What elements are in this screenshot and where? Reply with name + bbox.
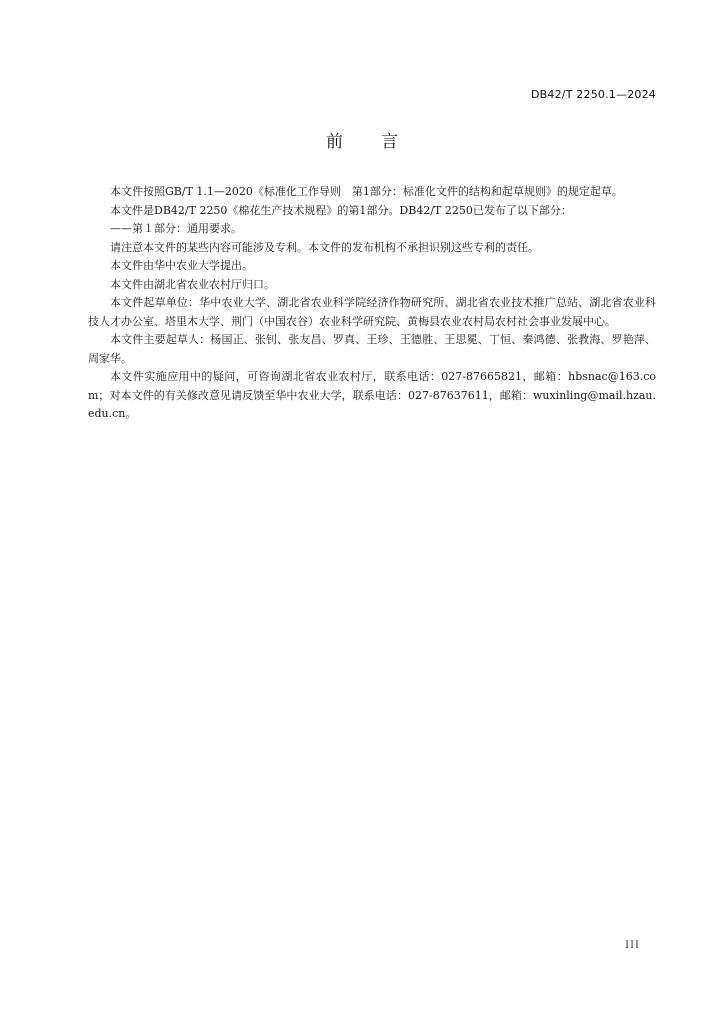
paragraph-patent-notice: 请注意本文件的某些内容可能涉及专利。本文件的发布机构不承担识别这些专利的责任。	[110, 240, 539, 254]
paragraph-centralized-unit: 本文件由湖北省农业农村厅归口。	[110, 277, 275, 291]
paragraph-proposer: 本文件由华中农业大学提出。	[110, 259, 253, 272]
paragraph-drafters: 本文件主要起草人：杨国正、张钊、张友昌、罗真、王珍、王德胜、王思冕、丁恒、秦鸿德、张教海、罗艳萍、周家华。	[88, 333, 656, 365]
paragraph-document-part: 本文件是DB42/T 2250《棉花生产技术规程》的第1部分。DB42/T 2250已发布了以下部分：	[110, 203, 572, 217]
document-code: DB42/T 2250.1—2024	[530, 88, 656, 101]
paragraph-drafting-rules: 本文件按照GB/T 1.1—2020《标准化工作导则 第1部分：标准化文件的结构和起草规则》的规定起草。	[110, 185, 623, 198]
foreword-body	[88, 183, 656, 424]
page-title: 前言	[326, 132, 436, 152]
paragraph-drafting-units: 本文件起草单位：华中农业大学、湖北省农业科学院经济作物研究所、湖北省农业技术推广总站、湖北省农业科技人才办公室、塔里木大学、荆门（中国农谷）农业科学研究院、黄梅县农业农村局农村社会事业发展中心。	[88, 296, 656, 328]
paragraph-part-list-item: ——第１部分：通用要求。	[110, 222, 242, 235]
page-number: III	[625, 940, 640, 951]
paragraph-contact-info: 本文件实施应用中的疑问，可咨询湖北省农业农村厅，联系电话：027-87665821，邮箱：hbsnac@163.com；对本文件的有关修改意见请反馈至华中农业大学，联系电话：027-87637611，邮箱：wuxinling@mail.hzau.edu.cn。	[88, 370, 656, 420]
